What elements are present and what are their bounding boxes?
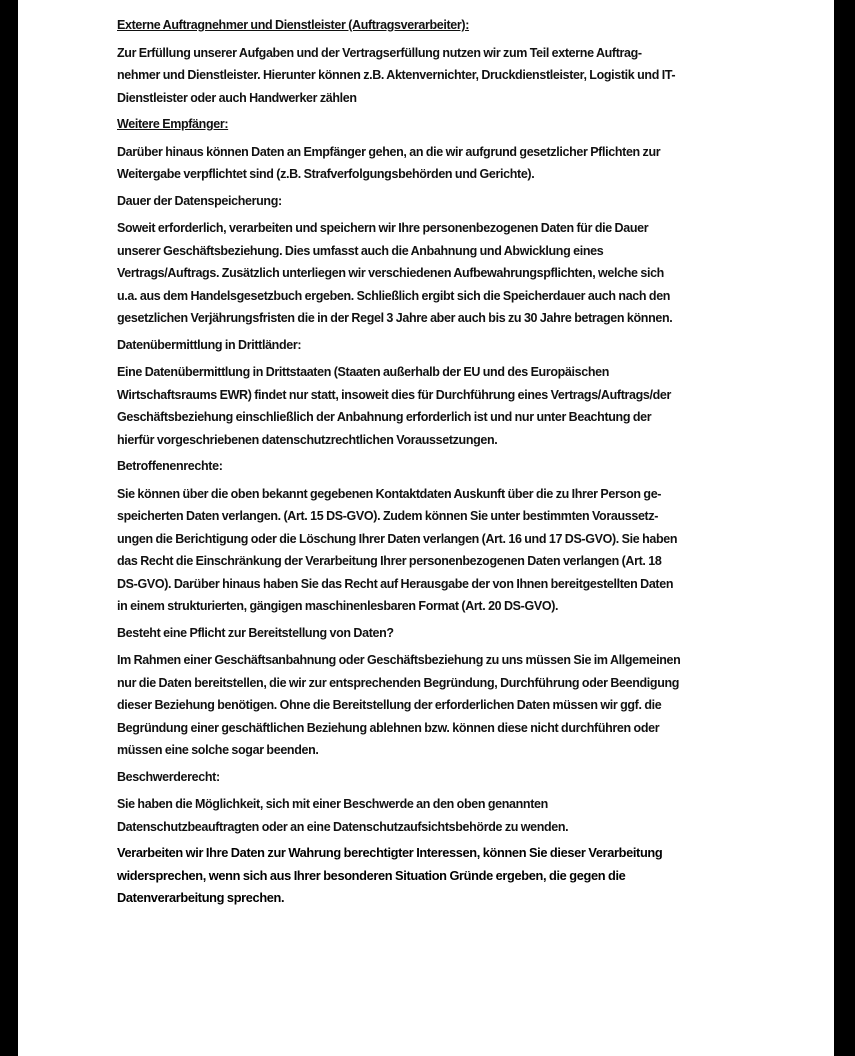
section-heading-betroffenenrechte: Betroffenenrechte: xyxy=(117,459,223,473)
document-page xyxy=(18,0,834,1056)
body-line: Darüber hinaus können Daten an Empfänger gehen, an die wir aufgrund gesetzlicher Pflichten zur xyxy=(117,144,661,159)
body-line: Zur Erfüllung unserer Aufgaben und der Vertragserfüllung nutzen wir zum Teil externe Auftrag- xyxy=(117,45,642,60)
body-line: Vertrags/Auftrags. Zusätzlich unterliegen wir verschiedenen Aufbewahrungspflichten, welche sich xyxy=(117,266,664,280)
body-line: Wirtschaftsraums EWR) findet nur statt, insoweit dies für Durchführung eines Vertrags/Auftrags/der xyxy=(117,387,672,402)
body-line: nur die Daten bereitstellen, die wir zur entsprechenden Begründung, Durchführung oder Beendigung xyxy=(117,675,680,690)
body-line: Sie haben die Möglichkeit, sich mit einer Beschwerde an den oben genannten xyxy=(117,797,548,811)
body-line: hierfür vorgeschriebenen datenschutzrechtlichen Voraussetzungen. xyxy=(117,432,498,447)
section-body-dauer xyxy=(117,217,782,330)
document-content xyxy=(117,14,782,914)
body-line: unserer Geschäftsbeziehung. Dies umfasst auch die Anbahnung und Abwicklung eines xyxy=(117,243,604,258)
body-line: widersprechen, wenn sich aus Ihrer besonderen Situation Gründe ergeben, die gegen die xyxy=(117,867,626,883)
body-line: in einem strukturierten, gängigen maschinenlesbaren Format (Art. 20 DS-GVO). xyxy=(117,599,559,613)
body-line: nehmer und Dienstleister. Hierunter können z.B. Aktenvernichter, Druckdienstleister, Logistik und IT- xyxy=(117,68,676,82)
section-heading-dauer: Dauer der Datenspeicherung: xyxy=(117,193,282,208)
section-body-drittlaender xyxy=(117,361,782,451)
body-line: Begründung einer geschäftlichen Beziehung ablehnen bzw. können diese nicht durchführen oder xyxy=(117,720,660,735)
section-body-beschwerderecht xyxy=(117,793,782,838)
body-line: Geschäftsbeziehung einschließlich der Anbahnung erforderlich ist und nur unter Beachtung der xyxy=(117,410,652,424)
section-body-weitere-empfaenger xyxy=(117,141,782,186)
body-line: Dienstleister oder auch Handwerker zählen xyxy=(117,90,357,105)
body-line: Soweit erforderlich, verarbeiten und speichern wir Ihre personenbezogenen Daten für die Dauer xyxy=(117,221,649,235)
section-heading-auftragsverarbeiter: Externe Auftragnehmer und Dienstleister (Auftragsverarbeiter): xyxy=(117,18,470,32)
body-line: Im Rahmen einer Geschäftsanbahnung oder Geschäftsbeziehung zu uns müssen Sie im Allgemeinen xyxy=(117,653,681,667)
body-line: u.a. aus dem Handelsgesetzbuch ergeben. Schließlich ergibt sich die Speicherdauer auch nach den xyxy=(117,288,671,303)
body-line: gesetzlichen Verjährungsfristen die in der Regel 3 Jahre aber auch bis zu 30 Jahre betragen können. xyxy=(117,311,673,325)
body-line: DS-GVO). Darüber hinaus haben Sie das Recht auf Herausgabe der von Ihnen bereitgestellten Daten xyxy=(117,576,674,591)
section-heading-pflicht: Besteht eine Pflicht zur Bereitstellung von Daten? xyxy=(117,625,394,640)
body-line: Sie können über die oben bekannt gegebenen Kontaktdaten Auskunft über die zu Ihrer Person ge- xyxy=(117,486,662,501)
body-line: das Recht die Einschränkung der Verarbeitung Ihrer personenbezogenen Daten verlangen (Art. 18 xyxy=(117,554,662,568)
body-line: Weitergabe verpflichtet sind (z.B. Strafverfolgungsbehörden und Gerichte). xyxy=(117,167,535,181)
section-body-pflicht xyxy=(117,649,782,762)
body-line: Datenschutzbeauftragten oder an eine Datenschutzaufsichtsbehörde zu wenden. xyxy=(117,819,569,834)
body-line: Datenverarbeitung sprechen. xyxy=(117,890,285,905)
body-line: Eine Datenübermittlung in Drittstaaten (Staaten außerhalb der EU und des Europäischen xyxy=(117,365,610,379)
body-line: Verarbeiten wir Ihre Daten zur Wahrung berechtigter Interessen, können Sie dieser Verarbeitung xyxy=(117,845,663,860)
body-line: dieser Beziehung benötigen. Ohne die Bereitstellung der erforderlichen Daten müssen wir ggf. die xyxy=(117,698,662,712)
section-body-betroffenenrechte xyxy=(117,483,782,618)
section-heading-beschwerderecht: Beschwerderecht: xyxy=(117,769,220,784)
body-line: müssen eine solche sogar beenden. xyxy=(117,743,319,757)
section-heading-weitere-empfaenger: Weitere Empfänger: xyxy=(117,117,229,131)
body-line: ungen die Berichtigung oder die Löschung Ihrer Daten verlangen (Art. 16 und 17 DS-GVO). Sie haben xyxy=(117,531,678,546)
section-body-auftragsverarbeiter xyxy=(117,42,782,110)
widerspruch-statement xyxy=(117,842,782,910)
section-heading-drittlaender: Datenübermittlung in Drittländer: xyxy=(117,337,302,352)
body-line: speicherten Daten verlangen. (Art. 15 DS-GVO). Zudem können Sie unter bestimmten Voraussetz- xyxy=(117,509,659,523)
